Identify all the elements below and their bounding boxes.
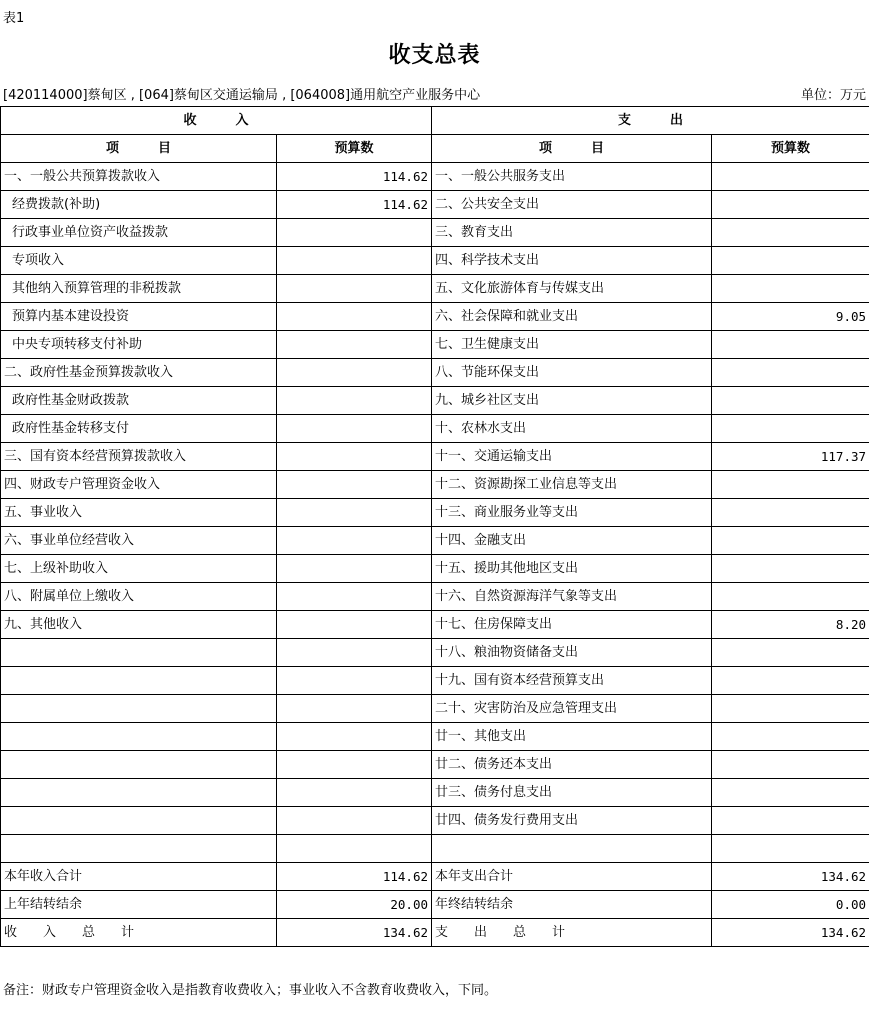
income-value-cell (277, 219, 432, 247)
income-value-cell (277, 695, 432, 723)
income-value-cell: 114.62 (277, 163, 432, 191)
table-row (1, 555, 869, 583)
table-row (1, 499, 869, 527)
income-value-cell (277, 387, 432, 415)
expense-value-cell: 0.00 (712, 891, 869, 919)
expense-item-cell: 七、卫生健康支出 (432, 331, 712, 359)
expense-value-cell (712, 331, 869, 359)
income-item-header: 项 目 (1, 135, 277, 163)
income-value-cell: 20.00 (277, 891, 432, 919)
expense-item-cell: 本年支出合计 (432, 863, 712, 891)
expense-value-cell (712, 163, 869, 191)
income-value-cell (277, 751, 432, 779)
income-value-cell (277, 443, 432, 471)
table-row (1, 751, 869, 779)
table-row (1, 695, 869, 723)
expense-item-cell: 九、城乡社区支出 (432, 387, 712, 415)
income-item-cell (1, 835, 277, 863)
income-item-cell: 预算内基本建设投资 (1, 303, 277, 331)
expense-item-cell: 十九、国有资本经营预算支出 (432, 667, 712, 695)
table-number-label: 表1 (3, 11, 25, 26)
expense-item-cell: 五、文化旅游体育与传媒支出 (432, 275, 712, 303)
expense-value-cell: 117.37 (712, 443, 869, 471)
income-budget-header: 预算数 (277, 135, 432, 163)
income-item-cell: 九、其他收入 (1, 611, 277, 639)
expense-item-cell: 十二、资源勘探工业信息等支出 (432, 471, 712, 499)
table-row (1, 359, 869, 387)
table-row (1, 639, 869, 667)
expense-value-cell (712, 499, 869, 527)
income-expense-table (0, 106, 869, 947)
income-value-cell (277, 359, 432, 387)
table-row (1, 919, 869, 947)
income-value-cell (277, 723, 432, 751)
expense-item-cell: 廿一、其他支出 (432, 723, 712, 751)
expense-value-cell (712, 387, 869, 415)
section-header-row (1, 107, 869, 135)
income-item-cell: 其他纳入预算管理的非税拨款 (1, 275, 277, 303)
expense-value-cell (712, 415, 869, 443)
income-item-cell (1, 779, 277, 807)
income-item-cell (1, 695, 277, 723)
expense-item-cell: 十一、交通运输支出 (432, 443, 712, 471)
expense-value-cell (712, 807, 869, 835)
income-value-cell (277, 583, 432, 611)
expense-item-cell: 十八、粮油物资储备支出 (432, 639, 712, 667)
income-item-cell: 一、一般公共预算拨款收入 (1, 163, 277, 191)
income-value-cell (277, 835, 432, 863)
income-item-cell: 政府性基金转移支付 (1, 415, 277, 443)
table-row (1, 471, 869, 499)
income-item-cell: 收 入 总 计 (1, 919, 277, 947)
table-row (1, 415, 869, 443)
income-value-cell (277, 611, 432, 639)
income-item-cell (1, 807, 277, 835)
income-item-cell: 六、事业单位经营收入 (1, 527, 277, 555)
expense-item-cell: 十六、自然资源海洋气象等支出 (432, 583, 712, 611)
income-item-cell: 专项收入 (1, 247, 277, 275)
income-item-cell: 上年结转结余 (1, 891, 277, 919)
table-row (1, 779, 869, 807)
income-item-cell: 经费拨款(补助) (1, 191, 277, 219)
income-item-cell: 五、事业收入 (1, 499, 277, 527)
income-value-cell (277, 555, 432, 583)
table-row (1, 667, 869, 695)
income-value-cell (277, 779, 432, 807)
expense-item-cell: 十、农林水支出 (432, 415, 712, 443)
income-item-cell: 四、财政专户管理资金收入 (1, 471, 277, 499)
income-item-cell: 本年收入合计 (1, 863, 277, 891)
expense-item-cell: 二十、灾害防治及应急管理支出 (432, 695, 712, 723)
expense-item-cell: 一、一般公共服务支出 (432, 163, 712, 191)
table-row (1, 527, 869, 555)
expense-item-cell: 年终结转结余 (432, 891, 712, 919)
income-value-cell (277, 471, 432, 499)
income-value-cell (277, 415, 432, 443)
table-row (1, 247, 869, 275)
expense-item-cell: 四、科学技术支出 (432, 247, 712, 275)
expense-item-cell: 廿四、债务发行费用支出 (432, 807, 712, 835)
income-item-cell (1, 639, 277, 667)
expense-value-cell (712, 471, 869, 499)
income-value-cell (277, 331, 432, 359)
expense-value-cell (712, 219, 869, 247)
expense-item-cell: 廿三、债务付息支出 (432, 779, 712, 807)
table-row (1, 611, 869, 639)
income-value-cell (277, 807, 432, 835)
expense-item-cell: 廿二、债务还本支出 (432, 751, 712, 779)
expense-value-cell (712, 779, 869, 807)
income-item-cell: 七、上级补助收入 (1, 555, 277, 583)
income-section-header: 收 入 (1, 107, 432, 135)
expense-value-cell (712, 723, 869, 751)
table-row (1, 219, 869, 247)
footnote: 备注：财政专户管理资金收入是指教育收费收入；事业收入不含教育收费收入，下同。 (3, 983, 498, 998)
income-value-cell (277, 527, 432, 555)
income-value-cell: 114.62 (277, 863, 432, 891)
expense-value-cell (712, 527, 869, 555)
column-header-row (1, 135, 869, 163)
expense-value-cell (712, 667, 869, 695)
expense-budget-header: 预算数 (712, 135, 869, 163)
expense-value-cell (712, 695, 869, 723)
income-value-cell (277, 275, 432, 303)
table-row (1, 331, 869, 359)
expense-value-cell (712, 275, 869, 303)
expense-value-cell (712, 191, 869, 219)
expense-item-cell: 十三、商业服务业等支出 (432, 499, 712, 527)
table-row (1, 723, 869, 751)
table-row (1, 807, 869, 835)
income-item-cell (1, 723, 277, 751)
income-item-cell (1, 667, 277, 695)
expense-item-cell: 十四、金融支出 (432, 527, 712, 555)
table-row (1, 583, 869, 611)
expense-value-cell: 9.05 (712, 303, 869, 331)
table-row (1, 191, 869, 219)
income-item-cell: 政府性基金财政拨款 (1, 387, 277, 415)
expense-value-cell: 134.62 (712, 863, 869, 891)
expense-item-cell: 支 出 总 计 (432, 919, 712, 947)
expense-item-cell (432, 835, 712, 863)
expense-value-cell: 134.62 (712, 919, 869, 947)
income-value-cell (277, 247, 432, 275)
income-value-cell: 134.62 (277, 919, 432, 947)
expense-value-cell (712, 751, 869, 779)
table-row (1, 275, 869, 303)
expense-value-cell: 8.20 (712, 611, 869, 639)
income-item-cell: 三、国有资本经营预算拨款收入 (1, 443, 277, 471)
table-row (1, 163, 869, 191)
table-row (1, 835, 869, 863)
income-item-cell: 八、附属单位上缴收入 (1, 583, 277, 611)
expense-item-cell: 二、公共安全支出 (432, 191, 712, 219)
expense-item-cell: 十七、住房保障支出 (432, 611, 712, 639)
table-row (1, 891, 869, 919)
expense-value-cell (712, 247, 869, 275)
page-title: 收支总表 (388, 43, 481, 68)
income-value-cell: 114.62 (277, 191, 432, 219)
expense-value-cell (712, 359, 869, 387)
expense-item-cell: 十五、援助其他地区支出 (432, 555, 712, 583)
organization-line: [420114000]蔡甸区 , [064]蔡甸区交通运输局 , [064008]通用航空产业服务中心 (3, 88, 481, 103)
expense-value-cell (712, 555, 869, 583)
income-item-cell: 中央专项转移支付补助 (1, 331, 277, 359)
income-item-cell: 二、政府性基金预算拨款收入 (1, 359, 277, 387)
table-row (1, 387, 869, 415)
unit-label: 单位：万元 (800, 88, 866, 103)
expense-section-header: 支 出 (432, 107, 869, 135)
income-value-cell (277, 499, 432, 527)
expense-value-cell (712, 583, 869, 611)
income-value-cell (277, 303, 432, 331)
income-item-cell: 行政事业单位资产收益拨款 (1, 219, 277, 247)
income-value-cell (277, 639, 432, 667)
income-value-cell (277, 667, 432, 695)
income-item-cell (1, 751, 277, 779)
expense-item-header: 项 目 (432, 135, 712, 163)
expense-item-cell: 八、节能环保支出 (432, 359, 712, 387)
table-row (1, 443, 869, 471)
expense-item-cell: 三、教育支出 (432, 219, 712, 247)
table-row (1, 863, 869, 891)
expense-value-cell (712, 639, 869, 667)
expense-value-cell (712, 835, 869, 863)
expense-item-cell: 六、社会保障和就业支出 (432, 303, 712, 331)
table-row (1, 303, 869, 331)
